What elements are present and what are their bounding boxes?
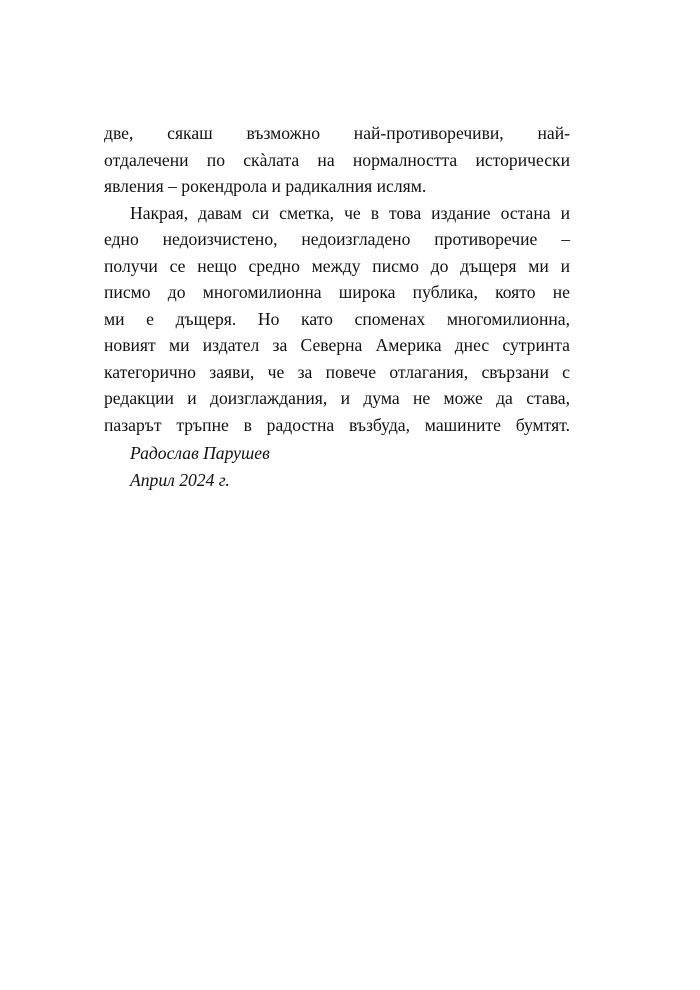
author-name: Радослав Парушев	[130, 443, 270, 463]
text-block	[104, 120, 570, 493]
paragraph-1-line: две, сякаш възможно най-противоречиви, най-	[104, 123, 570, 143]
signature-date: Април 2024 г.	[130, 469, 230, 490]
paragraph-2-line: едно недоизчистено, недоизгладено противоречие –	[104, 229, 570, 249]
paragraph-2-line: новият ми издател за Северна Америка днес сутринта	[104, 335, 570, 355]
paragraph-2-line: Накрая, давам си сметка, че в това издание остана и	[130, 202, 570, 223]
paragraph-2-line: писмо до многомилионна широка публика, която не	[104, 282, 570, 302]
paragraph-2-line: пазарът тръпне в радостна възбуда, машините бумтят.	[104, 414, 570, 435]
paragraph-2-line: получи се нещо средно между писмо до дъщеря ми и	[104, 255, 570, 276]
signature-block	[130, 440, 570, 493]
paragraph-1	[104, 120, 570, 200]
paragraph-1-line: явления – рокендрола и радикалния ислям.	[104, 176, 427, 196]
paragraph-2-line: ми е дъщеря. Но като споменах многомилионна,	[104, 308, 570, 329]
paragraph-2-line: редакции и доизглаждания, и дума не може да става,	[104, 388, 570, 408]
paragraph-1-line: отдалечени по скàлата на нормалността исторически	[104, 149, 570, 170]
paragraph-2	[104, 200, 570, 439]
paragraph-2-line: категорично заяви, че за повече отлагания, свързани с	[104, 361, 570, 382]
